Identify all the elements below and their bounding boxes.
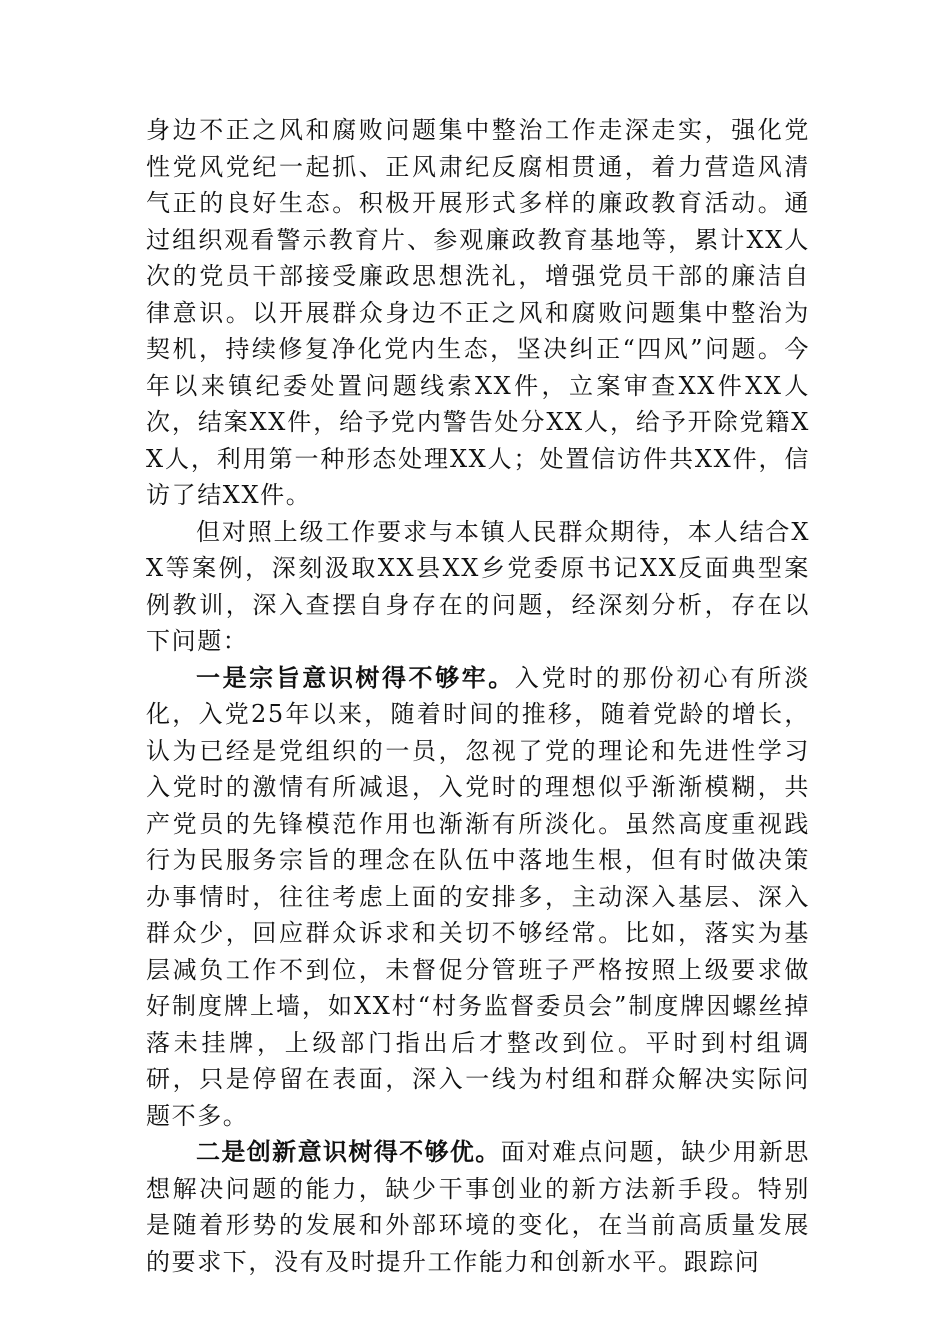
document-body (146, 112, 810, 1280)
paragraph-4-text: 面对难点问题，缺少用新思想解决问题的能力，缺少干事创业的新方法新手段。特别是随着形势的发展和外部环境的变化，在当前高质量发展的要求下，没有及时提升工作能力和创新水平。跟踪问 (146, 1138, 811, 1276)
paragraph-2-text: 但对照上级工作要求与本镇人民群众期待，本人结合XX等案例，深刻汲取XX县XX乡党委原书记XX反面典型案例教训，深入查摆自身存在的问题，经深刻分析，存在以下问题： (146, 517, 810, 655)
paragraph-3-heading: 一是宗旨意识树得不够牢。 (196, 662, 515, 692)
paragraph-4-heading: 二是创新意识树得不够优。 (196, 1137, 501, 1166)
paragraph-1-text: 身边不正之风和腐败问题集中整治工作走深走实，强化党性党风党纪一起抓、正风肃纪反腐相贯通，着力营造风清气正的良好生态。积极开展形式多样的廉政教育活动。通过组织观看警示教育片、参观廉政教育基地等，累计XX人次的党员干部接受廉政思想洗礼，增强党员干部的廉洁自律意识。以开展群众身边不正之风和腐败问题集中整治为契机，持续修复净化党内生态，坚决纠正“四风”问题。今年以来镇纪委处置问题线索XX件，立案审查XX件XX人次，结案XX件，给予党内警告处分XX人，给予开除党籍XX人，利用第一种形态处理XX人；处置信访件共XX件，信访了结XX件。 (146, 116, 810, 509)
paragraph-2 (146, 514, 810, 660)
paragraph-3 (146, 660, 810, 1135)
paragraph-4 (146, 1134, 810, 1280)
paragraph-1 (146, 112, 810, 514)
paragraph-3-text: 入党时的那份初心有所淡化，入党25年以来，随着时间的推移，随着党龄的增长，认为已经是党组织的一员，忽视了党的理论和先进性学习入党时的激情有所减退，入党时的理想似乎渐渐模糊，共产党员的先锋模范作用也渐渐有所淡化。虽然高度重视践行为民服务宗旨的理念在队伍中落地生根，但有时做决策办事情时，往往考虑上面的安排多，主动深入基层、深入群众少，回应群众诉求和关切不够经常。比如，落实为基层减负工作不到位，未督促分管班子严格按照上级要求做好制度牌上墙，如XX村“村务监督委员会”制度牌因螺丝掉落未挂牌，上级部门指出后才整改到位。平时到村组调研，只是停留在表面，深入一线为村组和群众解决实际问题不多。 (146, 663, 810, 1130)
